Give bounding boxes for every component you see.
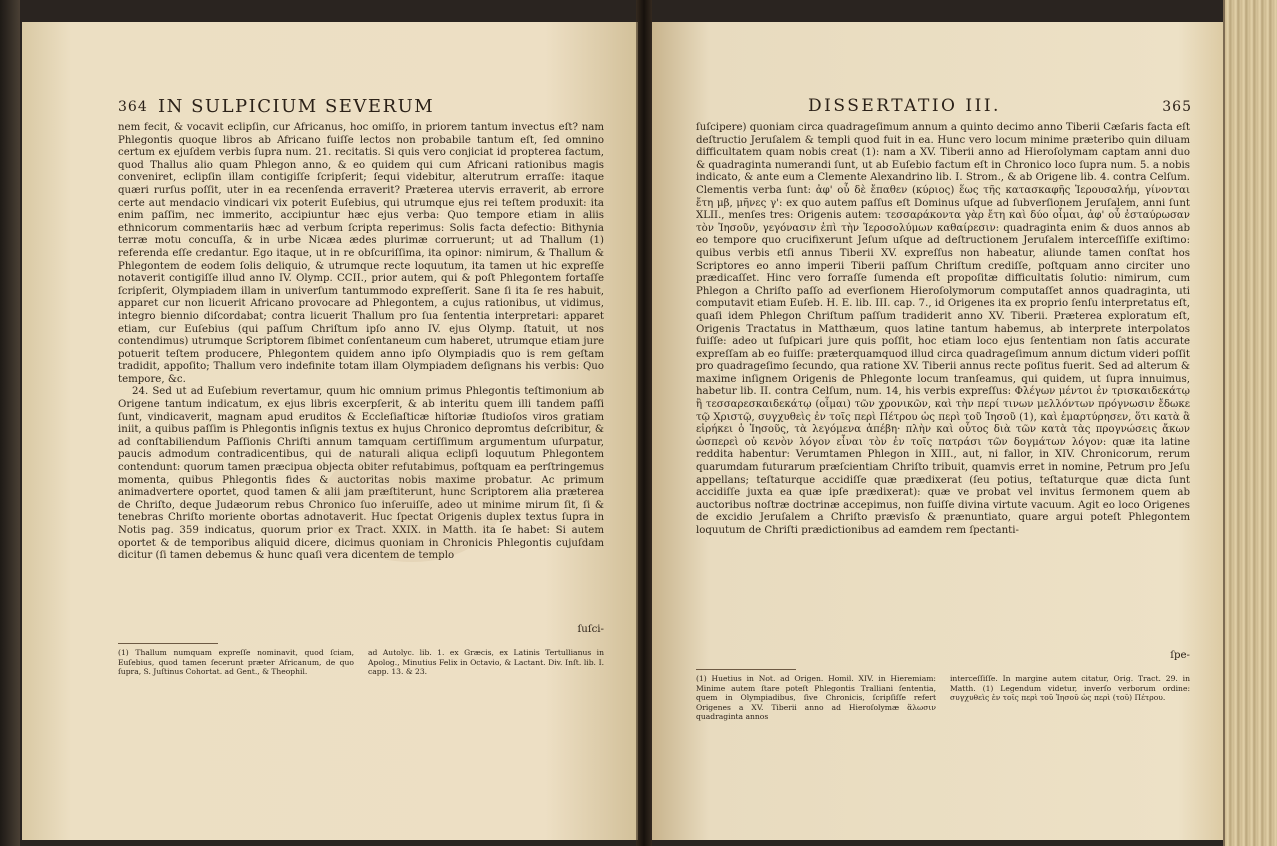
left-catchword: ſuſci- (577, 624, 604, 635)
left-paragraph-1: nem fecit, & vocavit eclipſin, cur Africanus, hoc omiſſo, in priorem tantum invectus eſt? nam Phlegontis quoque libros ab Africano fuiſſe lectos non probabile tantum eſt, ſed omnino certum ex ejuſdem verbis ſupra num. 21. recitatis. Si quis vero conjiciat id propterea factum, quod Thallus alio quam Phlegon anno, & eo quidem qui cum Africani rationibus magis conveniret, eclipſin illam contigiſſe ſcripſerit; ſequi videbitur, alterutrum erraſſe: itaque quæri rurſus poſſit, uter in ea recenſenda erraverit? Præterea utervis erraverit, ab errore certe aut mendacio vindicari vix poterit Euſebius, qui utrumque ejus rei teſtem produxit: ita enim paſſim, nec immerito, accipiuntur hæc ejus verba: Quo tempore etiam in aliis ethnicorum commentariis hæc ad verbum ſcripta reperimus: Solis facta defectio: Bithynia terræ motu concuſſa, & in urbe Nicæa ædes plurimæ corruerunt; ut ad Thallum (1) referenda eſſe credantur. Ego itaque, ut in re obſcuriſſima, ita opinor: nimirum, & Thallum & Phlegontem de eodem ſolis deliquio, & utrumque recte loquutum, ita tamen ut hic expreſſe notaverit contigiſſe illud anno IV. Olymp. CCII., prior autem, qui & poſt Phlegontem fortaſſe ſcripſerit, Olympiadem illam in univerſum tantummodo expreſſerit. Sane ſi ita ſe res habuit, apparet cur non licuerit Africano provocare ad Phlegontem, a cujus rationibus, ut vidimus, integro biennio diſcordabat; contra licuerit Thallum pro ſua ſententia interpretari: apparet etiam, cur Euſebius (qui paſſum Chriſtum ipſo anno IV. ejus Olymp. ſtatuit, ut nos contendimus) utrumque Scriptorem ſibimet conſentaneum cum haberet, utrumque etiam jure potuerit teſtem producere, Phlegontem quidem anno ipſo Olympiadis quo is rem geſtam tradidit, appoſito; Thallum vero indefinite totam illam Olympiadem deſignans his verbis: Quo tempore, &c. (118, 122, 604, 385)
right-footnote-col-2: interceſſiſſe. In margine autem citatur, Orig. Tract. 29. in Matth. (1) Legendum videtur, inverſo verborum ordine: συγχυθεὶς ἐν τοῖς περὶ τοῦ Ἰησοῦ ὡς περὶ (τοῦ) Πέτρου. (950, 674, 1190, 703)
left-page-number: 364 (118, 99, 148, 115)
left-page (22, 22, 638, 840)
footnote-rule (118, 643, 218, 644)
scan-edge-left (0, 0, 20, 846)
left-footnote-col-2: ad Autolyc. lib. 1. ex Græcis, ex Latinis Tertullianus in Apolog., Minutius Felix in Octavio, & Lactant. Div. Inſt. lib. I. capp. 13. & 23. (368, 648, 604, 677)
right-footnotes (696, 674, 1190, 722)
paper-stain (322, 442, 502, 562)
left-footnotes (118, 648, 604, 677)
right-page (652, 22, 1224, 840)
left-paragraph-2: 24. Sed ut ad Euſebium revertamur, quum hic omnium primus Phlegontis teſtimonium ab Origene tantum indicatum, ex ejus libris excerpſerit, & ab interitu quem illi tandem paſſi ſunt, vindicaverit, magnam apud eruditos & Eccleſiaſticæ hiſtoriæ ſtudioſos viros gratiam iniit, a quibus paſſim is Phlegontis inſignis textus ex hujus Chronico depromtus deſcribitur, & ad conſtabiliendum Paſſionis Chriſti annum tamquam certiſſimum argumentum uſurpatur, paucis admodum contradicentibus, qui de naturali aliqua eclipſi loquutum Phlegontem contendunt: quorum tamen præcipua objecta obiter refutabimus, poſtquam ea perſtringemus momenta, quibus Phlegontis fides & auctoritas nobis maxime probatur. Ac primum animadvertere oportet, quod tamen & alii jam præſtiterunt, hunc Scriptorem alia præterea de Chriſto, deque Judæorum rebus Chronico ſuo inſeruiſſe, adeo ut minime mirum ſit, ſi & tenebras Chriſto moriente obortas adnotaverit. Huc ſpectat Origenis duplex textus ſupra in Notis pag. 359 indicatus, quorum prior ex Tract. XXIX. in Matth. ita ſe habet: Si autem oportet & de temporibus aliquid dicere, dicimus quoniam in Chronicis Phlegontis cujuſdam dicitur (ſi tamen debemus & hunc quaſi vera dicentem de templo (118, 386, 604, 562)
right-paragraph-1: ſuſcipere) quoniam circa quadrageſimum annum a quinto decimo anno Tiberii Cæſaris facta eſt deſtructio Jeruſalem & templi quod fuit in ea. Hunc vero locum minime præteribo quin diluam difficultatem quam nobis creat (1): nam a XV. Tiberii anno ad Hieroſolymam captam anni duo & quadraginta numerandi ſunt, ut ab Euſebio factum eſt in Chronico loco ſupra num. 5. a nobis indicato, & ante eum a Clemente Alexandrino lib. I. Strom., & ab Origene lib. 4. contra Celſum. Clementis verba ſunt: ἀφ' οὗ δὲ ἔπαθεν (κύριος) ἕως τῆς κατασκαφῆς Ἱερουσαλήμ, γίνονται ἔτη μβ, μῆνες γ': ex quo autem paſſus eſt Dominus uſque ad ſubverſionem Jeruſalem, anni ſunt XLII., menſes tres: Origenis autem: τεσσαράκοντα γὰρ ἔτη καὶ δύο οἶμαι, ἀφ' οὗ ἐσταύρωσαν τὸν Ἰησοῦν, γεγόνασιν ἐπὶ τὴν Ἱεροσολύμων καθαίρεσιν: quadraginta enim & duos annos ab eo tempore quo crucifixerunt Jeſum uſque ad deſtructionem Jeruſalem interceſſiſſe exiſtimo: quibus verbis etſi annus Tiberii XV. expreſſus non habeatur, aliunde tamen conſtat hos Scriptores eo anno imperii Tiberii paſſum Chriſtum crediſſe, poſtquam anno circiter uno prædicaſſet. Hinc vero forraſſe ſumenda eſt propoſitæ difficultatis ſolutio: nimirum, cum Phlegon a Chriſto paſſo ad everſionem Hieroſolymorum computaſſet annos quadraginta, uti computavit etiam Euſeb. H. E. lib. III. cap. 7., id Origenes ita ex proprio ſenſu interpretatus eſt, quaſi idem Phlegon Chriſtum paſſum tradiderit anno XV. Tiberii. Præterea exploratum eſt, Origenis Tractatus in Matthæum, quos latine tantum habemus, ab interprete interpolatos fuiſſe: adeo ut ſuſpicari jure quis poſſit, hoc etiam loco ejus ſententiam non ſatis accurate expreſſam ab eo fuiſſe: præterquamquod illud circa quadrageſimum annum dictum videri poſſit pro quadrageſimo ſecundo, qua ratione XV. Tiberii annus recte poſitus fuerit. Sed ad alterum & maxime inſignem Origenis de Phlegonte locum tranſeamus, qui quidem, ut ſupra innuimus, habetur lib. II. contra Celſum, num. 14, his verbis expreſſus: Φλέγων μέντοι ἐν τρισκαιδεκάτῳ ἢ τεσσαρεσκαιδεκάτῳ (οἶμαι) τῶν χρονικῶν, καὶ τὴν περί τινων μελλόντων πρόγνωσιν ἔδωκε τῷ Χριστῷ, συγχυθεὶς ἐν τοῖς περὶ Πέτρου ὡς περὶ τοῦ Ἰησοῦ (1), καὶ ἐμαρτύρησεν, ὅτι κατὰ ἃ εἰρήκει ὁ Ἰησοῦς, τὰ λεγόμενα ἀπέβη· πλὴν καὶ οὗτος διὰ τῶν κατὰ τὰς προγνώσεις ἄκων ὡσπερεὶ οὐ κενὸν λόγον εἶναι τὸν ἐν τοῖς πατράσι τῶν δογμάτων λόγον: quæ ita latine reddita habentur: Verumtamen Phlegon in XIII., aut, ni fallor, in XIV. Chronicorum, rerum quarumdam futurarum præſcientiam Chriſto tribuit, quamvis erret in nomine, Petrum pro Jeſu appellans; teſtaturque accidiſſe quæ prædixerat (ſeu potius, teſtaturque quæ dicta ſunt accidiſſe juxta ea quæ ipſe prædixerat): quæ ve probat vel invitus ſermonem quem ab auctoribus noſtræ doctrinæ accepimus, non fuiſſe divina virtute vacuum. Agit eo loco Origenes de excidio Jeruſalem a Chriſto prævisſo & prænuntiato, quare argui poteſt Phlegontem loquutum de Chriſti prædictionibus ad eamdem rem ſpectanti- (696, 122, 1190, 536)
right-running-head: DISSERTATIO III. (808, 96, 1001, 116)
right-page-header (696, 96, 1192, 122)
book-gutter (636, 0, 652, 846)
page-edges (1223, 0, 1277, 846)
right-page-number: 365 (1162, 99, 1192, 115)
right-footnote-col-1: (1) Huetius in Not. ad Origen. Homil. XIV. in Hieremiam: Minime autem ſtare poteſt Phlegontis Tralliani ſententia, quem in Olympiadibus, ſive Chronicis, ſcripſiſſe refert Origenes a XV. Tiberii anno ad Hieroſolymæ ἅλωσιν quadraginta annos (696, 674, 936, 722)
right-catchword: ſpe- (1170, 650, 1190, 661)
footnote-rule (696, 669, 796, 670)
left-running-head: IN SULPICIUM SEVERUM (158, 96, 435, 117)
right-body-text (696, 122, 1190, 648)
left-page-header (118, 96, 606, 122)
left-footnote-col-1: (1) Thallum numquam expreſſe nominavit, quod ſciam, Euſebius, quod tamen ſecerunt præter Africanum, de quo ſupra, S. Juſtinus Cohortat. ad Gent., & Theophil. (118, 648, 354, 677)
